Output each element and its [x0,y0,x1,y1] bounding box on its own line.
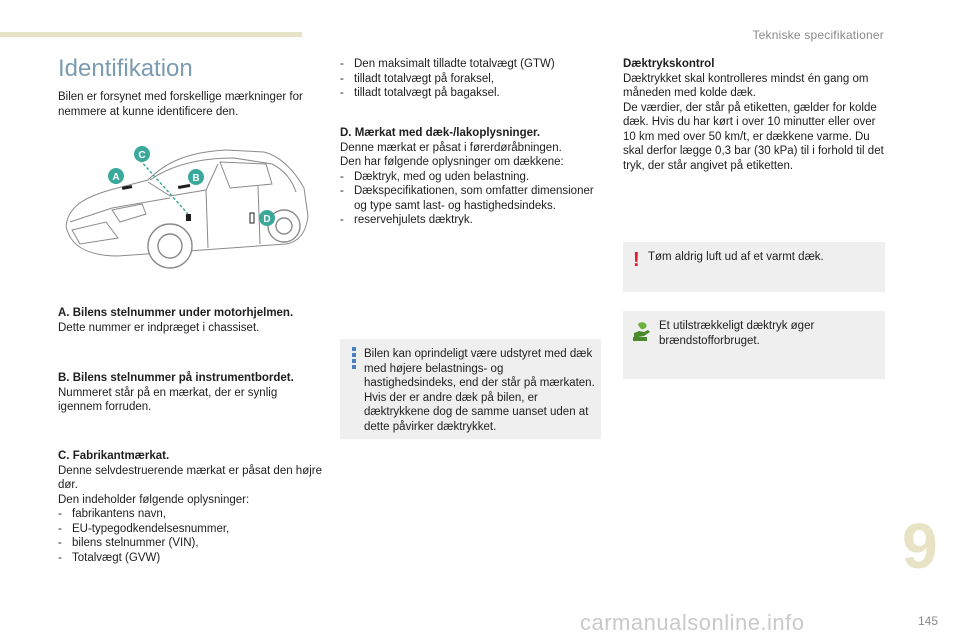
block-a-heading: A. Bilens stelnummer under motorhjelmen. [58,307,294,319]
warning-icon: ! [633,249,640,271]
tire-check-heading: Dæktrykskontrol [623,58,715,70]
car-grille [72,222,118,244]
list-item: - Dæktryk, med og uden belastning. [340,170,602,185]
chapter-number: 9 [902,510,938,582]
block-c-heading: C. Fabrikantmærkat. [58,450,170,462]
list-item: - tilladt totalvægt på foraksel, [340,72,602,87]
warning-box [623,242,885,292]
block-c-list [58,507,323,565]
info-note-box [340,339,601,439]
marker-b-label: B [192,173,200,184]
block-c-text-1: Denne selvdestruerende mærkat er påsat den højre dør. [58,464,323,491]
block-a [58,306,323,335]
list-item: - EU-typegodkendelsesnummer, [58,522,323,537]
block-d [340,126,602,228]
car-roof-line [150,158,296,192]
label-spot-c [186,214,191,221]
block-c-text-2: Den indeholder følgende oplysninger: [58,493,250,506]
section-title: Tekniske specifikationer [752,28,884,42]
marker-d-label: D [263,214,271,225]
list-item: - Dækspecifikationen, som omfatter dimensioner og type samt last- og hastighedsindeks. [340,184,602,213]
block-a-text: Dette nummer er indpræget i chassiset. [58,321,260,334]
tire-check-text-2: De værdier, der står på etiketten, gælder for kolde dæk. Hvis du har kørt i over 10 minutter eller over 10 km med over 50 km/t, er dækkene varme. Du skal derfor lægge 0,3 bar (30 kPa) til i forhold til det tryk, der står angivet på etiketten. [623,101,884,172]
car-window [220,162,272,188]
tire-check-text-1: Dæktrykket skal kontrolleres mindst én gang om måneden med kolde dæk. [623,72,869,99]
list-item: - Totalvægt (GVW) [58,551,323,566]
block-d-text-2: Den har følgende oplysninger om dækkene: [340,156,564,168]
label-spot-b [178,184,190,189]
car-door-line [206,186,260,248]
car-diagram [58,138,316,274]
list-item: - bilens stelnummer (VIN), [58,536,323,551]
weight-list [340,57,602,101]
car-hood-line [70,198,170,222]
block-d-heading: D. Mærkat med dæk-/lakoplysninger. [340,127,541,139]
block-d-text-1: Denne mærkat er påsat i førerdøråbningen. [340,141,562,154]
info-icon [351,347,358,371]
eco-hand-icon [632,321,652,343]
list-item: - fabrikantens navn, [58,507,323,522]
tire-check-block [623,57,885,173]
block-d-list [340,170,602,228]
label-spot-d [250,213,254,223]
intro-text: Bilen er forsynet med forskellige mærkninger for nemmere at kunne identificere den. [58,91,303,118]
eco-text: Et utilstrækkeligt dæktryk øger brændstofforbruget. [659,320,815,347]
header-accent-bar [0,32,302,37]
page-title: Identifikation [58,55,193,82]
block-b [58,371,323,415]
warning-text: Tøm aldrig luft ud af et varmt dæk. [648,251,824,263]
page-number: 145 [918,614,939,628]
block-c [58,449,323,565]
marker-c-label: C [138,150,146,161]
list-item: - tilladt totalvægt på bagaksel. [340,86,602,101]
eco-box [623,311,885,379]
watermark: carmanualsonline.info [580,610,805,635]
list-item: - reservehjulets dæktryk. [340,213,602,228]
info-note-text: Bilen kan oprindeligt være udstyret med dæk med højere belastnings- og hastighedsindeks, end der står på mærkaten. Hvis der er andre dæk på bilen, er dæktrykkene dog de samme uanset uden at dette påvirker dæktrykket. [364,348,595,433]
block-b-heading: B. Bilens stelnummer på instrumentbordet. [58,372,294,384]
marker-a-label: A [112,172,120,183]
list-item: - Den maksimalt tilladte totalvægt (GTW) [340,57,602,72]
block-b-text: Nummeret står på en mærkat, der er synlig igennem forruden. [58,386,278,413]
